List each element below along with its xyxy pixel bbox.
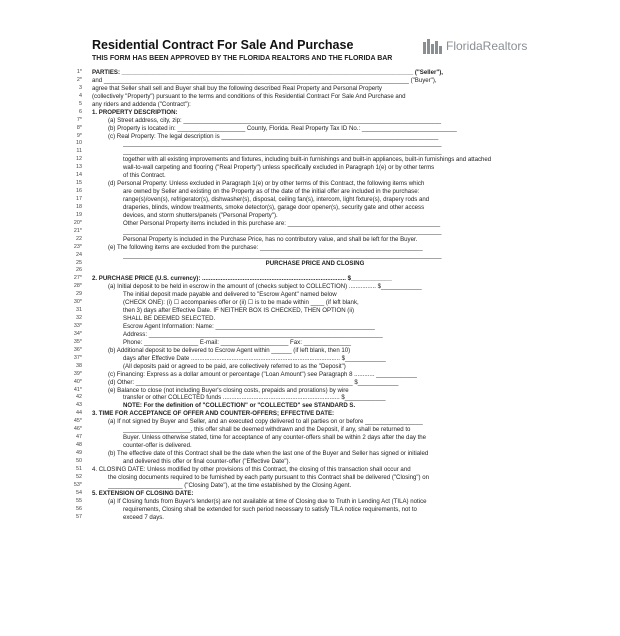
line-text: Other Personal Property items included in this purchase are: _____________________________________________ <box>123 219 441 227</box>
line-text: (e) Balance to close (not including Buyer's closing costs, prepaids and prorations) by wire <box>108 386 349 394</box>
line-number: 54 <box>76 489 82 496</box>
line-number: 8* <box>76 124 82 131</box>
line-number: 19 <box>76 211 82 218</box>
line-text: NOTE: For the definition of "COLLECTION" or "COLLECTED" see STANDARD S. <box>123 402 356 410</box>
line-number: 17 <box>76 196 82 202</box>
line-text: agree that Seller shall sell and Buyer shall buy the following described Real Property and Personal Property <box>92 84 382 92</box>
contract-line <box>64 101 538 109</box>
contract-line <box>64 474 538 482</box>
contract-line <box>64 164 538 172</box>
line-number: 1* <box>76 69 82 75</box>
contract-line <box>64 204 538 212</box>
line-text: devices, and storm shutters/panels ("Personal Property"). <box>123 211 278 219</box>
line-number: 51 <box>76 465 82 472</box>
line-number: 12 <box>76 156 82 163</box>
line-text: 4. CLOSING DATE: Unless modified by other provisions of this Contract, the closing of this transaction shall occur and <box>92 465 411 473</box>
line-text: ______________________________________________________________________________________________ <box>123 148 442 156</box>
contract-line <box>64 363 538 371</box>
line-number: 40* <box>73 378 82 385</box>
line-text: then 3) days after Effective Date. IF NEITHER BOX IS CHECKED, THEN OPTION (ii) <box>123 307 355 315</box>
line-number: 4 <box>79 92 82 99</box>
line-number: 25 <box>76 259 82 266</box>
line-text: (b) The effective date of this Contract shall be the date when the last one of the Buyer and Seller has signed or initialed <box>108 450 429 457</box>
contract-line <box>64 291 538 299</box>
line-number: 52 <box>76 473 82 480</box>
line-number: 26 <box>76 267 82 274</box>
line-text: The initial deposit made payable and delivered to "Escrow Agent" named below <box>123 291 337 299</box>
line-text: (All deposits paid or agreed to be paid, are collectively referred to as the "Deposit") <box>123 362 346 370</box>
document-subtitle: THIS FORM HAS BEEN APPROVED BY THE FLORIDA REALTORS AND THE FLORIDA BAR <box>92 55 393 62</box>
line-text: Address: _____________________________________________________________________ <box>123 330 383 338</box>
contract-line <box>64 371 538 379</box>
contract-line <box>64 228 538 236</box>
line-text: (b) Additional deposit to be delivered to Escrow Agent within ______ (if left blank, then 10) <box>108 346 351 354</box>
line-number: 7* <box>76 116 82 123</box>
contract-line <box>64 426 538 434</box>
line-text: draperies, blinds, window treatments, smoke detector(s), garage door opener(s), security gate and other access <box>123 203 425 211</box>
contract-line <box>64 188 538 196</box>
line-text: (b) Property is located in: ____________________ County, Florida. Real Property Tax ID No.: ____________________________ <box>108 124 457 132</box>
contract-line <box>64 299 538 307</box>
line-number: 47 <box>76 434 82 441</box>
contract-line <box>64 156 538 164</box>
line-text: Buyer. Unless otherwise stated, time for acceptance of any counter-offers shall be within 2 days after the day the <box>123 434 427 442</box>
line-text: together with all existing improvements and fixtures, including built-in furnishings and built-in appliances, built-in furnishings and attached <box>123 156 492 164</box>
line-number: 21* <box>73 227 82 234</box>
contract-line <box>64 148 538 156</box>
line-number: 29 <box>76 291 82 298</box>
contract-line <box>64 109 538 117</box>
line-text: counter-offer is delivered. <box>123 442 192 450</box>
contract-line <box>64 418 538 426</box>
line-text: range(s)/oven(s), refrigerator(s), dishwasher(s), disposal, ceiling fan(s), intercom, light fixture(s), drapery rods and <box>123 196 430 203</box>
contract-line <box>64 347 538 355</box>
line-text: (CHECK ONE): (i) ☐ accompanies offer or (ii) ☐ is to be made within ____ (if left blank, <box>123 299 359 307</box>
contract-line <box>64 498 538 506</box>
line-number: 38 <box>76 362 82 369</box>
line-text: of this Contract. <box>123 172 166 180</box>
line-number: 14 <box>76 172 82 179</box>
contract-line <box>64 133 538 141</box>
line-number: 39* <box>73 370 82 377</box>
line-number: 3 <box>79 84 82 91</box>
contract-line <box>64 315 538 323</box>
line-number: 56 <box>76 505 82 512</box>
line-text: are owned by Seller and existing on the Property as of the date of the initial offer are included in the purchase: <box>123 188 420 196</box>
contract-line <box>64 450 538 458</box>
line-text: PARTIES: ______________________________________________________________________________________ ("Seller"), <box>92 69 443 76</box>
contract-line <box>64 125 538 133</box>
contract-line <box>64 275 538 283</box>
line-number: 28* <box>73 283 82 290</box>
contract-line <box>64 355 538 363</box>
section-heading: PURCHASE PRICE AND CLOSING <box>265 259 365 267</box>
line-text: (a) Initial deposit to be held in escrow in the amount of (checks subject to COLLECTION) ................ $____________ <box>108 283 422 291</box>
line-number: 10 <box>76 140 82 147</box>
line-text: (a) If Closing funds from Buyer's lender(s) are not available at time of Closing due to Truth in Lending Act (TILA) notice <box>108 497 427 505</box>
contract-line <box>64 196 538 204</box>
line-number: 5 <box>79 100 82 107</box>
contract-line <box>64 69 538 77</box>
contract-line <box>64 236 538 244</box>
line-number: 43 <box>76 402 82 409</box>
contract-line <box>64 434 538 442</box>
line-number: 41* <box>73 386 82 393</box>
contract-line <box>64 180 538 188</box>
contract-line <box>64 331 538 339</box>
line-number: 16 <box>76 188 82 195</box>
line-number: 15 <box>76 180 82 187</box>
line-number: 48 <box>76 442 82 449</box>
contract-line <box>64 117 538 125</box>
contract-line <box>64 244 538 252</box>
line-text: Escrow Agent Information: Name: _______________________________________________ <box>123 323 375 330</box>
line-text: requirements, Closing shall be extended for such period necessary to satisfy TILA notice requirements, not to <box>123 505 417 513</box>
line-number: 20* <box>73 219 82 226</box>
line-number: 31 <box>76 307 82 314</box>
line-number: 13 <box>76 164 82 171</box>
contract-line <box>64 85 538 93</box>
line-number: 57 <box>76 513 82 520</box>
line-number: 30* <box>73 299 82 306</box>
realtors-building-icon <box>422 38 444 54</box>
line-text: 3. TIME FOR ACCEPTANCE OF OFFER AND COUNTER-OFFERS; EFFECTIVE DATE: <box>92 410 335 418</box>
line-text: exceed 7 days. <box>123 513 164 521</box>
contract-body <box>64 69 538 521</box>
contract-line <box>64 387 538 395</box>
contract-line <box>64 410 538 418</box>
contract-line <box>64 379 538 387</box>
line-number: 24 <box>76 251 82 258</box>
line-text: (collectively "Property") pursuant to the terms and conditions of this Residential Contract For Sale And Purchase and <box>92 92 406 100</box>
line-text: (d) Personal Property: Unless excluded in Paragraph 1(e) or by other terms of this Contract, the following items which <box>108 180 425 188</box>
line-text: ______________________________________________________________________________________________ <box>123 251 442 259</box>
line-text: (c) Financing: Express as a dollar amount or percentage ("Loan Amount") see Paragraph 8 ............ ____________ <box>108 370 417 378</box>
contract-line <box>64 482 538 490</box>
line-text: Personal Property is included in the Purchase Price, has no contributory value, and shall be left for the Buyer. <box>123 235 418 243</box>
line-number: 32 <box>76 315 82 322</box>
line-text: Phone: ________________ E-mail: ____________________ Fax: ______________ <box>123 338 352 346</box>
line-number: 44 <box>76 410 82 417</box>
contract-line <box>64 260 538 268</box>
line-text: 1. PROPERTY DESCRIPTION: <box>92 108 178 116</box>
contract-line <box>64 212 538 220</box>
line-number: 53* <box>73 481 82 488</box>
contract-line <box>64 458 538 466</box>
line-number: 55 <box>76 497 82 504</box>
line-text: SHALL BE DEEMED SELECTED. <box>123 315 216 323</box>
line-text: (e) The following items are excluded from the purchase: ________________________________________________ <box>108 243 423 251</box>
line-text: and __________________________________________________________________________________________ ("Buyer"), <box>92 76 437 84</box>
line-text: ______________________________________________________________________________________________ <box>123 140 442 148</box>
document-title: Residential Contract For Sale And Purchase <box>92 38 354 52</box>
line-number: 9* <box>76 132 82 139</box>
line-text: transfer or other COLLECTED funds ..................................................................... $____________ <box>123 394 386 402</box>
line-number: 18 <box>76 203 82 210</box>
line-text: any riders and addenda ("Contract"): <box>92 100 191 108</box>
line-number: 27* <box>73 275 82 282</box>
line-number: 49 <box>76 450 82 456</box>
contract-line <box>64 394 538 402</box>
line-number: 50 <box>76 457 82 464</box>
line-number: 23* <box>73 243 82 250</box>
contract-line <box>64 267 538 275</box>
contract-line <box>64 252 538 260</box>
line-text: 5. EXTENSION OF CLOSING DATE: <box>92 489 194 497</box>
florida-realtors-logo <box>422 38 527 54</box>
line-text: wall-to-wall carpeting and flooring ("Real Property") unless specifically excluded in Paragraph 1(e) or by other terms <box>123 164 435 172</box>
contract-line <box>64 172 538 180</box>
line-number: 37* <box>73 354 82 361</box>
contract-line <box>64 442 538 450</box>
line-text: the closing documents required to be furnished by each party pursuant to this Contract shall be delivered ("Closing") on <box>108 473 430 481</box>
contract-line <box>64 506 538 514</box>
document-header <box>92 38 532 70</box>
line-number: 33* <box>73 323 82 329</box>
contract-line <box>64 77 538 85</box>
line-number: 42 <box>76 394 82 401</box>
contract-line <box>64 490 538 498</box>
contract-line <box>64 402 538 410</box>
line-number: 22 <box>76 235 82 242</box>
line-number: 11 <box>76 148 82 155</box>
line-text: ______________________________________________________________________________________________ <box>123 227 442 235</box>
line-text: days after Effective Date ........................................................................................ $____________ <box>123 354 386 362</box>
contract-line <box>64 307 538 315</box>
line-text: (a) Street address, city, zip: ____________________________________________________________________________ <box>108 116 441 124</box>
line-number: 2* <box>76 76 82 83</box>
contract-line <box>64 466 538 474</box>
contract-line <box>64 339 538 347</box>
line-text: and delivered this offer or final counter-offer ("Effective Date"). <box>123 457 291 465</box>
line-text: (d) Other: ________________________________________________________________ $____________ <box>108 378 399 386</box>
line-text: ______________________ ("Closing Date"), at the time established by the Closing Agent. <box>108 481 352 489</box>
line-number: 36* <box>73 346 82 353</box>
logo-text: FloridaRealtors <box>446 39 528 53</box>
line-text: 2. PURCHASE PRICE (U.S. currency): ..................................................................................... $____________ <box>92 275 392 283</box>
line-number: 35* <box>73 338 82 345</box>
contract-line <box>64 283 538 291</box>
line-number: 34* <box>73 330 82 337</box>
line-number: 6 <box>79 108 82 115</box>
line-text: (a) If not signed by Buyer and Seller, and an executed copy delivered to all parties on or before _________________ <box>108 418 423 426</box>
contract-line <box>64 323 538 331</box>
contract-line <box>64 220 538 228</box>
contract-line <box>64 514 538 522</box>
contract-line <box>64 140 538 148</box>
contract-line <box>64 93 538 101</box>
line-text: ____________________, this offer shall be deemed withdrawn and the Deposit, if any, shall be returned to <box>123 426 411 434</box>
line-number: 45* <box>73 418 82 425</box>
line-text: (c) Real Property: The legal description is ________________________________________________________________ <box>108 132 439 140</box>
line-number: 46* <box>73 426 82 433</box>
